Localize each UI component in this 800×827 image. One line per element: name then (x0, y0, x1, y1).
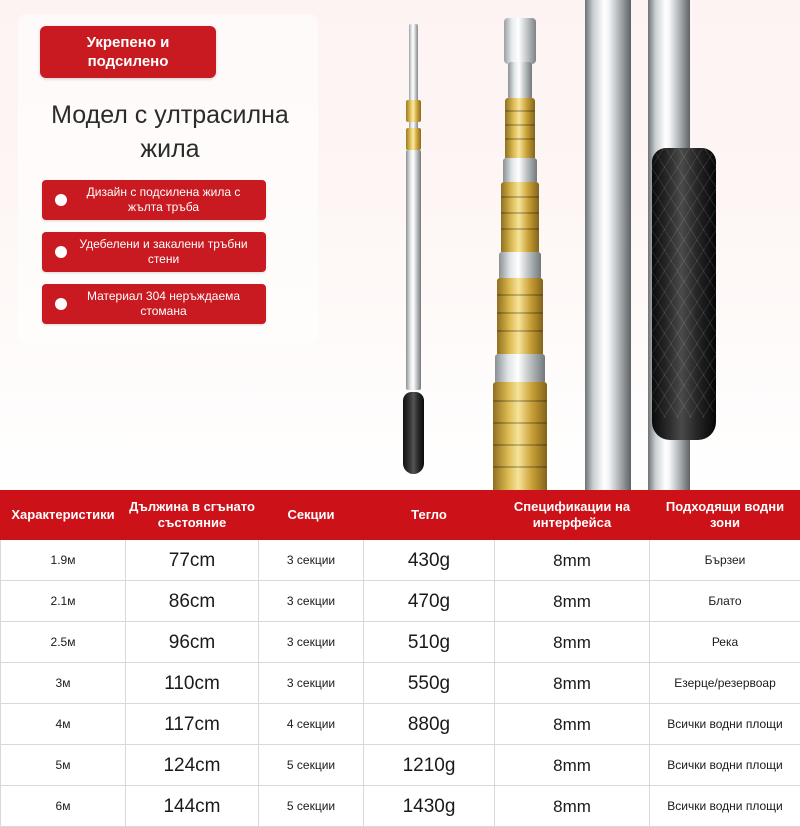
cell-sections: 3 секции (259, 622, 364, 663)
product-image (330, 0, 800, 490)
cell-weight: 1210g (364, 745, 495, 786)
cell-sections: 3 секции (259, 581, 364, 622)
cell-model: 1.9м (1, 540, 126, 581)
cell-length: 124cm (126, 745, 259, 786)
cell-interface: 8mm (495, 663, 650, 704)
feature-label: Удебелени и закалени тръбни стени (75, 237, 266, 267)
cell-length: 96cm (126, 622, 259, 663)
header-sections: Секции (259, 491, 364, 540)
header-characteristics: Характеристики (1, 491, 126, 540)
header-water-zones: Подходящи водни зони (650, 491, 800, 540)
cell-zone: Езерце/резервоар (650, 663, 800, 704)
rod-gold-section (497, 278, 543, 356)
rod-gold-section (501, 182, 539, 254)
cell-length: 77cm (126, 540, 259, 581)
cell-interface: 8mm (495, 745, 650, 786)
rod-end-cap (504, 18, 536, 64)
bullet-icon (55, 246, 67, 258)
table-row (1, 786, 800, 827)
rod-lower-shaft (406, 150, 421, 390)
cell-length: 117cm (126, 704, 259, 745)
cell-model: 5м (1, 745, 126, 786)
feature-item-3 (42, 284, 266, 324)
table-row (1, 540, 800, 581)
feature-item-1 (42, 180, 266, 220)
cell-interface: 8mm (495, 622, 650, 663)
table-row (1, 622, 800, 663)
cell-model: 2.5м (1, 622, 126, 663)
header-folded-length: Дължина в сгънато състояние (126, 491, 259, 540)
specifications-table (0, 490, 800, 827)
cell-interface: 8mm (495, 704, 650, 745)
cell-sections: 3 секции (259, 663, 364, 704)
cell-model: 2.1м (1, 581, 126, 622)
rod-gold-section (493, 382, 547, 490)
feature-label: Материал 304 неръждаема стомана (75, 289, 266, 319)
cell-sections: 3 секции (259, 540, 364, 581)
cell-length: 110cm (126, 663, 259, 704)
cell-length: 144cm (126, 786, 259, 827)
cell-length: 86cm (126, 581, 259, 622)
grip-texture (652, 148, 716, 418)
rod-silver-section (499, 252, 541, 280)
bullet-icon (55, 194, 67, 206)
cell-interface: 8mm (495, 581, 650, 622)
cell-weight: 1430g (364, 786, 495, 827)
rod-gold-joint (406, 128, 421, 150)
cell-interface: 8mm (495, 786, 650, 827)
bullet-icon (55, 298, 67, 310)
rod-silver-section (508, 62, 532, 100)
rod-handle (403, 392, 424, 474)
rod-silver-section (503, 158, 537, 184)
telescopic-rod-collapsed (490, 18, 550, 490)
table-row (1, 663, 800, 704)
table-row (1, 745, 800, 786)
table-row (1, 704, 800, 745)
cell-zone: Всички водни площи (650, 786, 800, 827)
promo-title: Модел с ултрасилна жила (20, 98, 320, 166)
cell-weight: 880g (364, 704, 495, 745)
feature-label: Дизайн с подсилена жила с жълта тръба (75, 185, 266, 215)
header-weight: Тегло (364, 491, 495, 540)
cell-sections: 5 секции (259, 745, 364, 786)
cell-weight: 550g (364, 663, 495, 704)
header-interface: Спецификации на интерфейса (495, 491, 650, 540)
rod-silver-section (495, 354, 545, 384)
cell-interface: 8mm (495, 540, 650, 581)
cell-weight: 430g (364, 540, 495, 581)
cell-weight: 510g (364, 622, 495, 663)
cell-zone: Блато (650, 581, 800, 622)
cell-model: 6м (1, 786, 126, 827)
cell-zone: Всички водни площи (650, 704, 800, 745)
cell-zone: Река (650, 622, 800, 663)
rod-gold-section (505, 98, 535, 160)
cell-weight: 470g (364, 581, 495, 622)
cell-model: 3м (1, 663, 126, 704)
cell-sections: 4 секции (259, 704, 364, 745)
cell-model: 4м (1, 704, 126, 745)
rod-gold-joint (406, 100, 421, 122)
table-header-row (1, 491, 800, 540)
reinforced-badge: Укрепено и подсилено (40, 26, 216, 78)
cell-zone: Бързеи (650, 540, 800, 581)
feature-item-2 (42, 232, 266, 272)
closeup-rubber-grip (652, 148, 716, 440)
cell-sections: 5 секции (259, 786, 364, 827)
cell-zone: Всички водни площи (650, 745, 800, 786)
table-row (1, 581, 800, 622)
closeup-steel-tube-left (585, 0, 631, 490)
